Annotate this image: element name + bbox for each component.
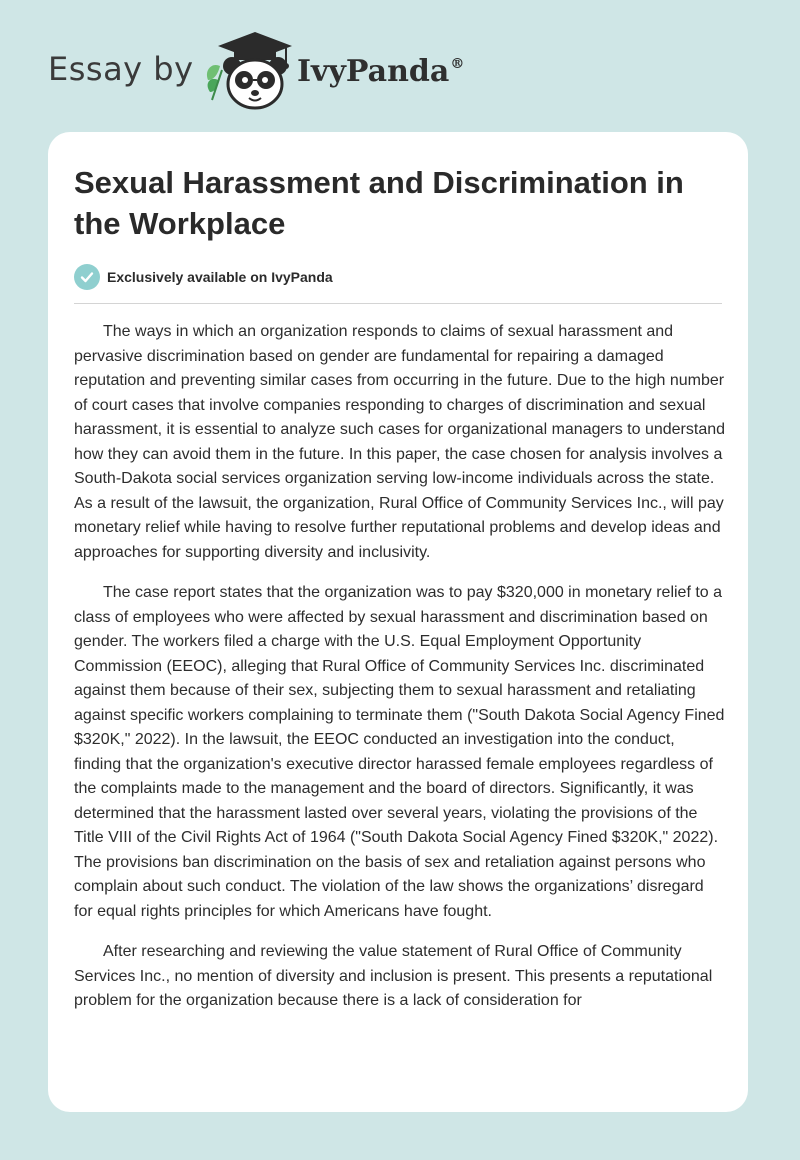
site-header	[0, 0, 800, 120]
essay-by-label: Essay by	[48, 50, 194, 88]
ivypanda-logo-text[interactable]	[297, 54, 464, 89]
exclusive-badge	[74, 263, 333, 291]
brand-name: IvyPanda	[297, 54, 450, 89]
paragraph: After researching and reviewing the value statement of Rural Office of Community Services Inc., no mention of diversity and inclusion is present. This presents a reputational problem for the organization because there is a lack of consideration for	[74, 943, 713, 1009]
essay-body	[74, 320, 726, 1030]
essay-title: Sexual Harassment and Discrimination in the Workplace	[74, 165, 684, 241]
divider	[74, 303, 722, 304]
checkmark-icon	[74, 264, 100, 290]
paragraph: The ways in which an organization responds to claims of sexual harassment and pervasive discrimination based on gender are fundamental for repairing a damaged reputation and preventing similar cases from occurring in the future. Due to the high number of court cases that involve companies responding to charges of discrimination and sexual harassment, it is essential to analyze such cases for organizational managers to understand how they can avoid them in the future. In this paper, the case chosen for analysis involves a South-Dakota social services organization serving low-income individuals across the state. As a result of the lawsuit, the organization, Rural Office of Community Services Inc., will pay monetary relief while having to resolve further reputational problems and develop ideas and approaches for supporting diversity and inclusivity.	[74, 323, 726, 561]
paragraph: The case report states that the organization was to pay $320,000 in monetary relief to a class of employees who were affected by sexual harassment and discrimination based on gender. The workers filed a charge with the U.S. Equal Employment Opportunity Commission (EEOC), alleging that Rural Office of Community Services Inc. discriminated against them because of their sex, subjecting them to sexual harassment and retaliating against specific workers complaining to terminate them ("South Dakota Social Agency Fined $320K," 2022). In the lawsuit, the EEOC conducted an investigation into the conduct, finding that the organization's executive director harassed female employees regardless of the complaints made to the management and the board of directors. Significantly, it was determined that the harassment lasted over several years, violating the provisions of the Title VIII of the Civil Rights Act of 1964 ("South Dakota Social Agency Fined $320K," 2022). The provisions ban discrimination on the basis of sex and retaliation against persons who complain about such conduct. The violation of the law shows the organizations’ disregard for equal rights principles for which Americans have fought.	[74, 584, 725, 920]
panda-graduate-icon[interactable]	[200, 30, 298, 112]
registered-mark: ®	[450, 56, 465, 72]
essay-card	[48, 132, 748, 1112]
exclusive-badge-label: Exclusively available on IvyPanda	[107, 269, 333, 285]
